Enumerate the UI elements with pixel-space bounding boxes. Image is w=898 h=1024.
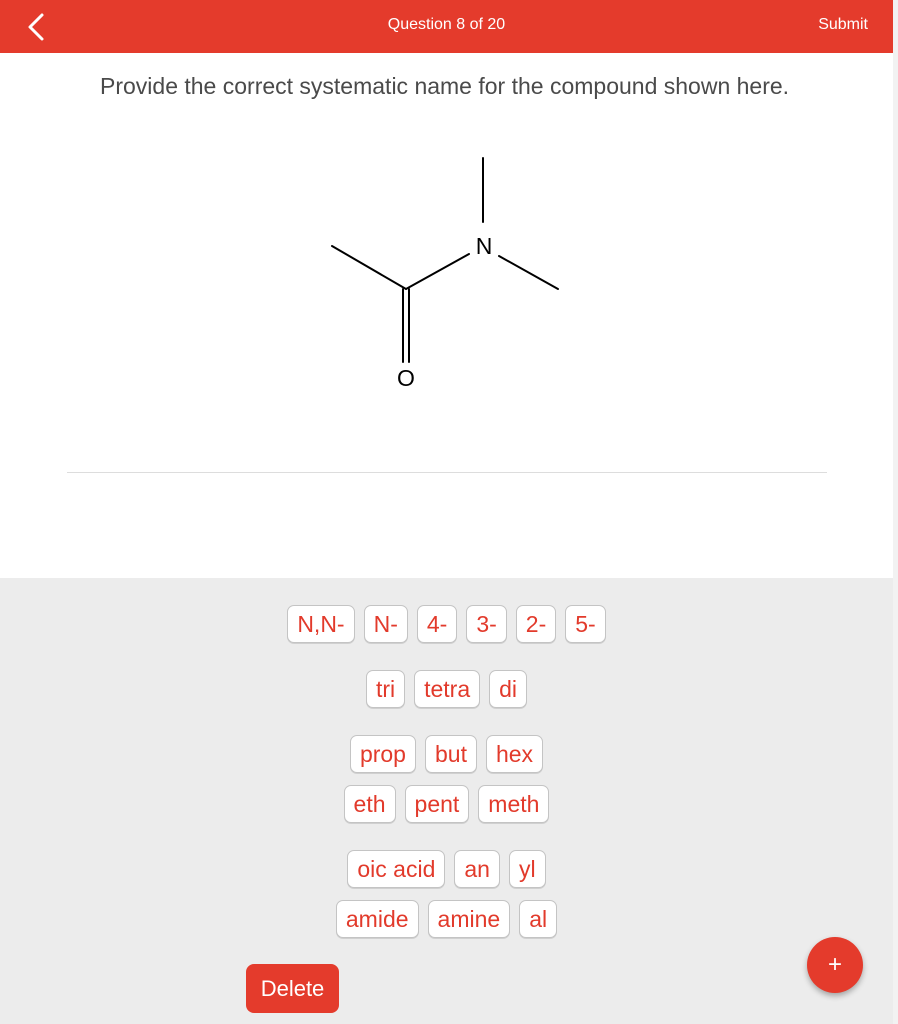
locant-row: [0, 605, 893, 643]
scroll-edge: [893, 0, 898, 1024]
suffix-row-2: [0, 900, 893, 938]
top-bar: [0, 0, 893, 53]
multiplier-row: [0, 670, 893, 708]
root-row-2: [0, 785, 893, 823]
tile-an[interactable]: an: [454, 850, 500, 888]
tile-but[interactable]: but: [425, 735, 477, 773]
tile-locant-2[interactable]: 2-: [516, 605, 556, 643]
molecule-structure: [310, 150, 580, 400]
tile-locant-5[interactable]: 5-: [565, 605, 605, 643]
question-counter: Question 8 of 20: [387, 16, 506, 33]
nitrogen-label: N: [475, 233, 493, 259]
tile-amide[interactable]: amide: [336, 900, 419, 938]
tile-locant-n[interactable]: N-: [364, 605, 408, 643]
tile-hex[interactable]: hex: [486, 735, 543, 773]
tile-di[interactable]: di: [489, 670, 527, 708]
tile-prop[interactable]: prop: [350, 735, 416, 773]
answer-tile-area: [0, 578, 893, 1024]
chevron-left-icon: [20, 10, 54, 44]
tile-locant-3[interactable]: 3-: [466, 605, 506, 643]
question-prompt: Provide the correct systematic name for the compound shown here.: [100, 73, 790, 99]
back-button[interactable]: [20, 10, 54, 44]
tile-locant-n-n[interactable]: N,N-: [287, 605, 354, 643]
tile-eth[interactable]: eth: [344, 785, 396, 823]
tile-al[interactable]: al: [519, 900, 557, 938]
tile-tri[interactable]: tri: [366, 670, 405, 708]
divider: [67, 472, 827, 473]
submit-button[interactable]: Submit: [818, 16, 868, 33]
root-row-1: [0, 735, 893, 773]
tile-meth[interactable]: meth: [478, 785, 549, 823]
suffix-row-1: [0, 850, 893, 888]
tile-pent[interactable]: pent: [405, 785, 470, 823]
add-button[interactable]: +: [807, 937, 863, 993]
tile-yl[interactable]: yl: [509, 850, 546, 888]
delete-button[interactable]: Delete: [246, 964, 339, 1013]
tile-amine[interactable]: amine: [428, 900, 511, 938]
acetyl-methyl-bond: [332, 246, 406, 289]
tile-locant-4[interactable]: 4-: [417, 605, 457, 643]
tile-oic-acid[interactable]: oic acid: [347, 850, 445, 888]
n-methyl-bond-right: [499, 256, 558, 289]
tile-tetra[interactable]: tetra: [414, 670, 480, 708]
carbonyl-n-bond: [406, 254, 469, 289]
oxygen-label: O: [397, 365, 415, 391]
